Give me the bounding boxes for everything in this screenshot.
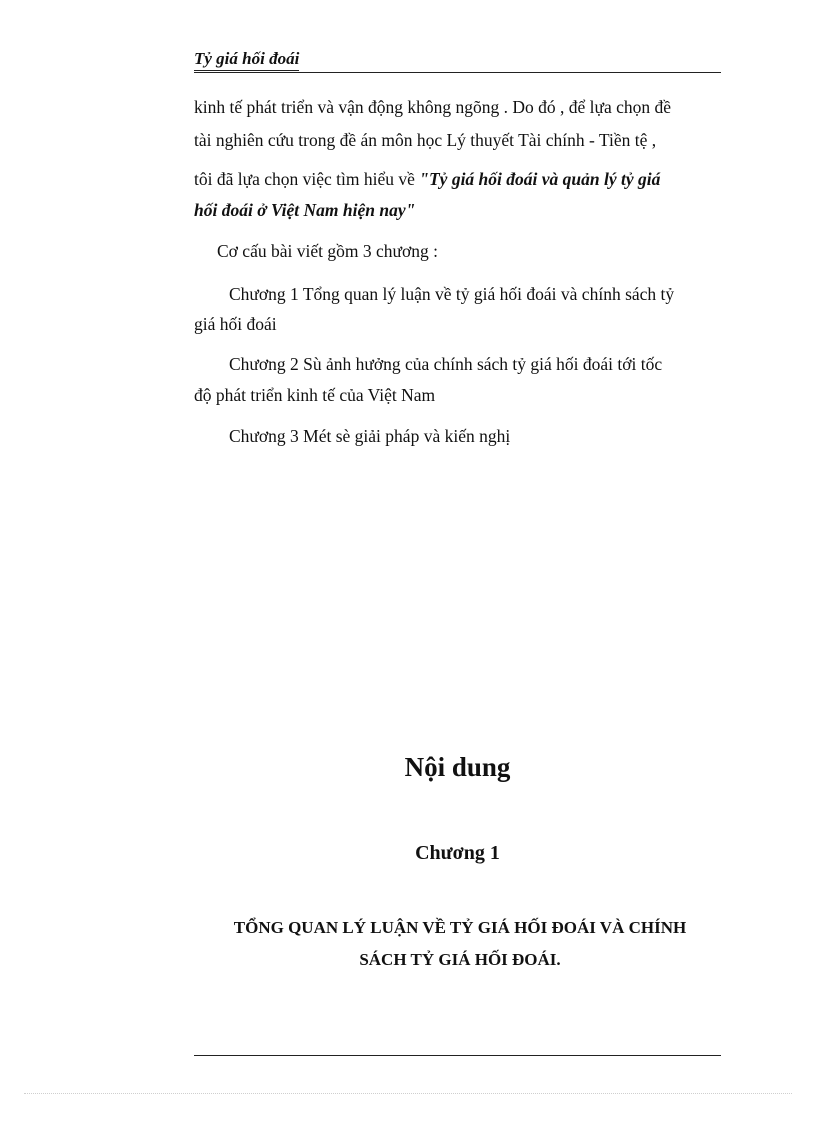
chapter-2-line-2: độ phát triển kinh tế của Việt Nam <box>194 385 436 405</box>
chapter-1-line-2: giá hối đoái <box>194 314 277 334</box>
page-edge-divider <box>24 1093 792 1094</box>
chapter-title-line-2: SÁCH TỶ GIÁ HỐI ĐOÁI. <box>359 950 561 969</box>
intro-line-4 <box>194 197 721 223</box>
intro-line-3 <box>194 166 721 192</box>
running-header <box>194 48 721 73</box>
intro-line-1: kinh tế phát triển và vận động không ngõng . Do đó , để lựa chọn đề <box>194 97 672 117</box>
header-title: Tỷ giá hối đoái <box>194 48 299 71</box>
content-heading: Nội dung <box>404 752 511 782</box>
chapter-1-line-1: Chương 1 Tổng quan lý luận về tỷ giá hối đoái và chính sách tỷ <box>229 284 675 304</box>
intro-line-2: tài nghiên cứu trong đề án môn học Lý thuyết Tài chính - Tiền tệ , <box>194 130 657 150</box>
footer-rule <box>194 1055 721 1056</box>
thesis-title-part-1: "Tỷ giá hối đoái và quản lý tỷ giá <box>419 169 661 189</box>
intro-line-3-plain: tôi đã lựa chọn việc tìm hiểu về <box>194 169 420 189</box>
chapter-3-line-1: Chương 3 Mét sè giải pháp và kiến nghị <box>229 426 511 446</box>
structure-lead: Cơ cấu bài viết gồm 3 chương : <box>217 241 438 261</box>
chapter-2-line-1: Chương 2 Sù ảnh hưởng của chính sách tỷ giá hối đoái tới tốc <box>229 354 663 374</box>
chapter-label: Chương 1 <box>415 842 500 864</box>
chapter-title-line-1: TỔNG QUAN LÝ LUẬN VỀ TỶ GIÁ HỐI ĐOÁI VÀ CHÍNH <box>233 918 687 937</box>
thesis-title-part-2: hối đoái ở Việt Nam hiện nay" <box>194 200 416 220</box>
